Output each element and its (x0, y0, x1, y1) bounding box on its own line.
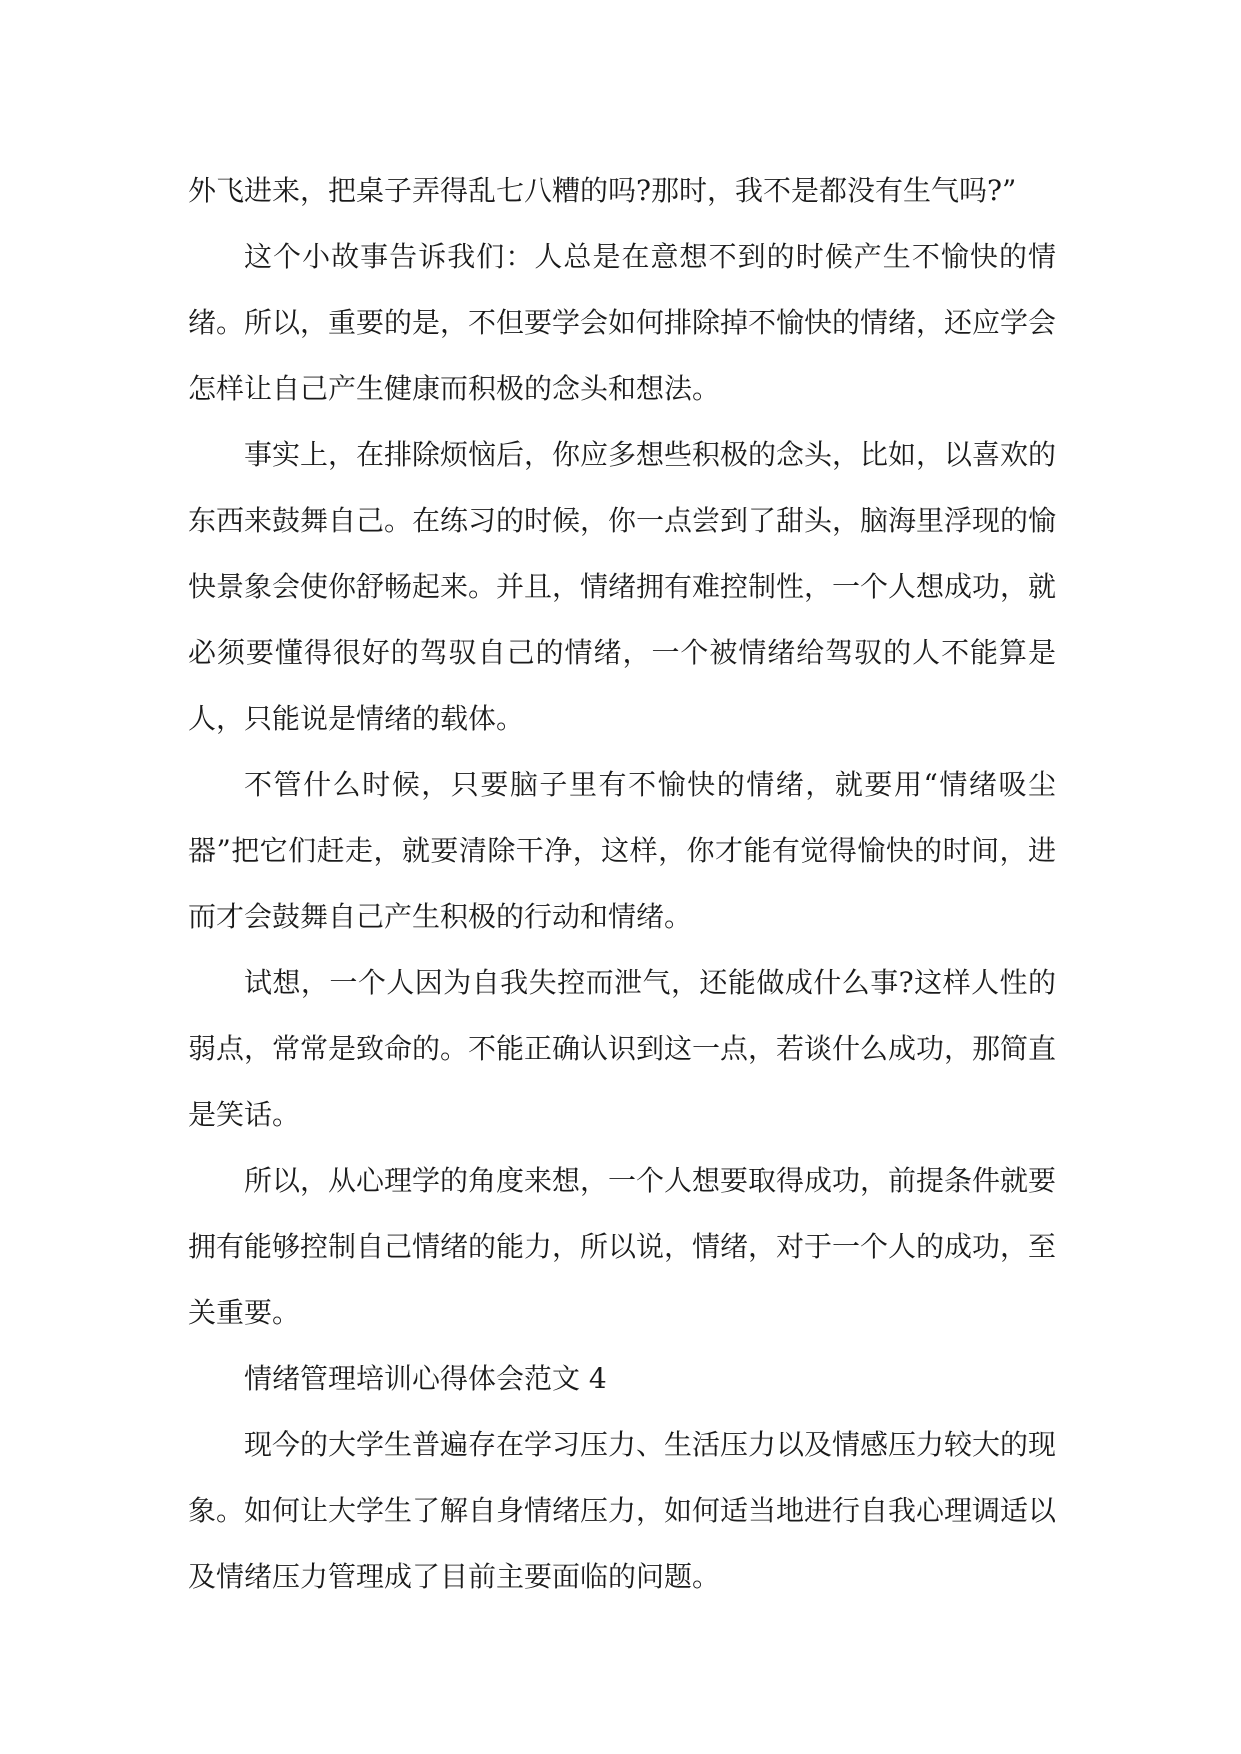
section-heading: 情绪管理培训心得体会范文 4 (244, 1362, 607, 1395)
document-body (188, 158, 1056, 1610)
paragraph-continuation: 外飞进来，把桌子弄得乱七八糟的吗?那时，我不是都没有生气吗?” (188, 174, 1017, 207)
paragraph-emotion-vacuum: 不管什么时候，只要脑子里有不愉快的情绪，就要用“情绪吸尘器”把它们赶走，就要清除干净，这样，你才能有觉得愉快的时间，进而才会鼓舞自己产生积极的行动和情绪。 (188, 768, 1056, 933)
paragraph-self-control: 试想，一个人因为自我失控而泄气，还能做成什么事?这样人性的弱点，常常是致命的。不能正确认识到这一点，若谈什么成功，那简直是笑话。 (188, 966, 1057, 1131)
paragraph-story-lesson: 这个小故事告诉我们：人总是在意想不到的时候产生不愉快的情绪。所以，重要的是，不但要学会如何排除掉不愉快的情绪，还应学会怎样让自己产生健康而积极的念头和想法。 (188, 240, 1057, 405)
paragraph-positive-thoughts: 事实上，在排除烦恼后，你应多想些积极的念头，比如，以喜欢的东西来鼓舞自己。在练习的时候，你一点尝到了甜头，脑海里浮现的愉快景象会使你舒畅起来。并且，情绪拥有难控制性，一个人想成功，就必须要懂得很好的驾驭自己的情绪，一个被情绪给驾驭的人不能算是人，只能说是情绪的载体。 (188, 438, 1057, 735)
paragraph-student-pressure: 现今的大学生普遍存在学习压力、生活压力以及情感压力较大的现象。如何让大学生了解自身情绪压力，如何适当地进行自我心理调适以及情绪压力管理成了目前主要面临的问题。 (188, 1428, 1057, 1593)
paragraph-psychology-view: 所以，从心理学的角度来想，一个人想要取得成功，前提条件就要拥有能够控制自己情绪的能力，所以说，情绪，对于一个人的成功，至关重要。 (188, 1164, 1057, 1329)
